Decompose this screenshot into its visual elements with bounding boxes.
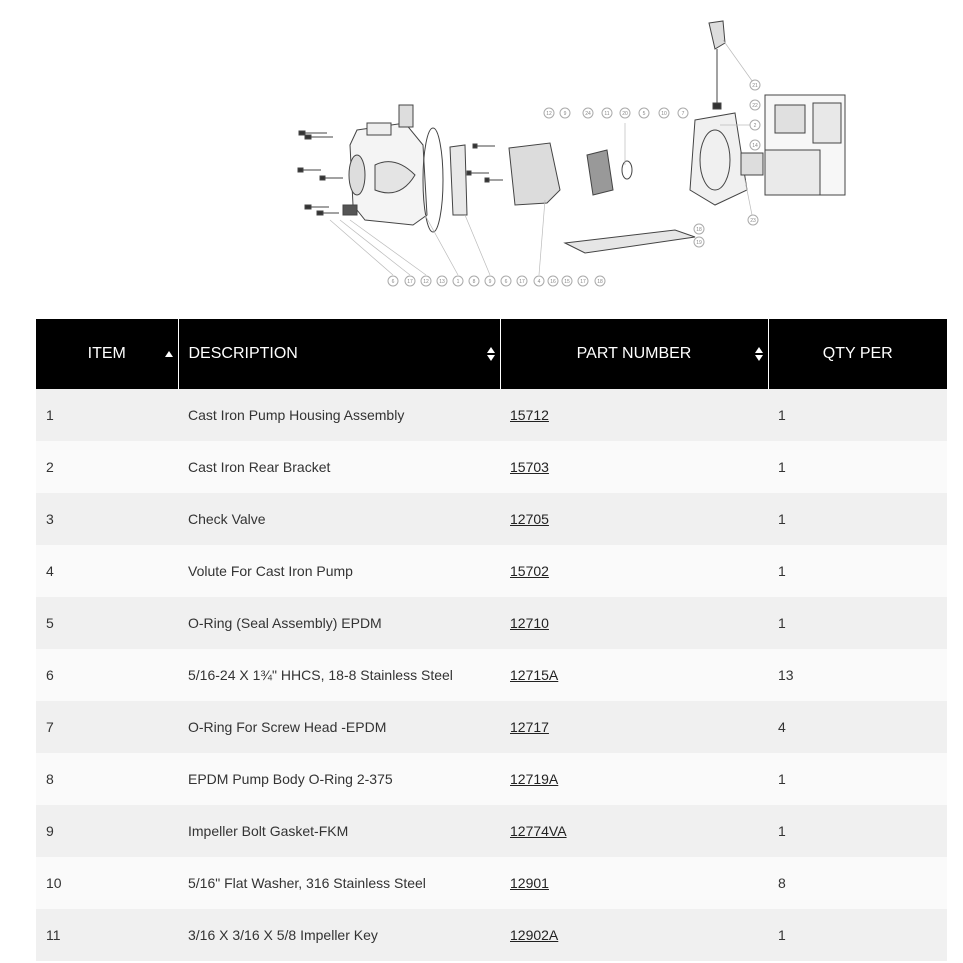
header-item-label: ITEM [87, 345, 126, 362]
cell-item: 9 [36, 805, 178, 857]
callout-label: 5 [642, 111, 646, 117]
cell-qty: 1 [768, 389, 947, 441]
impeller-shape [587, 150, 613, 195]
callout-label: 21 [752, 83, 758, 89]
cell-item: 4 [36, 545, 178, 597]
cell-description: Cast Iron Pump Housing Assembly [178, 389, 500, 441]
part-number-link[interactable]: 12710 [510, 615, 549, 631]
table-row [36, 857, 947, 909]
header-item[interactable] [36, 319, 178, 389]
callout-label: 16 [550, 279, 556, 285]
callout-label: 15 [564, 279, 570, 285]
part-number-link[interactable]: 12705 [510, 511, 549, 527]
cell-qty: 8 [768, 857, 947, 909]
table-row [36, 441, 947, 493]
header-part-number[interactable] [500, 319, 768, 389]
volute-shape [509, 143, 560, 205]
base-frame-shape [565, 230, 695, 253]
cell-part-number [500, 805, 768, 857]
cell-part-number [500, 753, 768, 805]
callout-label: 17 [580, 279, 586, 285]
cell-qty: 1 [768, 441, 947, 493]
part-number-link[interactable]: 12715A [510, 667, 559, 683]
check-valve-shape [450, 145, 467, 215]
cell-description: 5/16" Flat Washer, 316 Stainless Steel [178, 857, 500, 909]
cell-part-number [500, 649, 768, 701]
cell-item: 1 [36, 389, 178, 441]
callout-label: 23 [750, 218, 756, 224]
pump-housing-shape [343, 105, 427, 225]
header-qty-per-label: QTY PER [822, 345, 893, 362]
cell-item: 10 [36, 857, 178, 909]
cell-description: O-Ring (Seal Assembly) EPDM [178, 597, 500, 649]
part-number-link[interactable]: 12717 [510, 719, 549, 735]
callout-label: 9 [488, 279, 492, 285]
callout-label: 22 [752, 103, 758, 109]
lifting-handle-shape [709, 21, 725, 109]
table-row [36, 805, 947, 857]
part-number-link[interactable]: 12901 [510, 875, 549, 891]
cell-part-number [500, 701, 768, 753]
sort-both-icon[interactable] [487, 347, 495, 361]
table-row [36, 389, 947, 441]
callout-label: 2 [753, 123, 757, 129]
bolt-shapes [298, 131, 343, 215]
callout-label: 6 [504, 279, 508, 285]
callout-label: 19 [696, 240, 702, 246]
cell-item: 11 [36, 909, 178, 961]
callout-label: 8 [472, 279, 476, 285]
table-row [36, 701, 947, 753]
part-number-link[interactable]: 12902A [510, 927, 559, 943]
table-row [36, 909, 947, 961]
parts-table [36, 319, 947, 961]
callout-label: 11 [604, 111, 610, 117]
sort-both-icon[interactable] [755, 347, 763, 361]
header-part-number-label: PART NUMBER [576, 345, 692, 362]
cell-part-number [500, 597, 768, 649]
part-number-link[interactable]: 15702 [510, 563, 549, 579]
cell-description: 3/16 X 3/16 X 5/8 Impeller Key [178, 909, 500, 961]
callout-label: 12 [423, 279, 429, 285]
cell-item: 6 [36, 649, 178, 701]
callout-label: 10 [661, 111, 667, 117]
seal-shape [622, 161, 632, 179]
cell-description: Volute For Cast Iron Pump [178, 545, 500, 597]
part-number-link[interactable]: 15712 [510, 407, 549, 423]
cell-qty: 1 [768, 493, 947, 545]
callout-label: 4 [537, 279, 541, 285]
table-row [36, 597, 947, 649]
cell-item: 7 [36, 701, 178, 753]
callout-label: 17 [407, 279, 413, 285]
sort-ascending-icon[interactable] [165, 351, 173, 357]
cell-item: 8 [36, 753, 178, 805]
callout-top-row [544, 108, 688, 118]
cell-part-number [500, 441, 768, 493]
cell-qty: 1 [768, 545, 947, 597]
cell-description: Check Valve [178, 493, 500, 545]
callout-label: 17 [519, 279, 525, 285]
cell-part-number [500, 389, 768, 441]
cell-qty: 13 [768, 649, 947, 701]
callout-label: 18 [696, 227, 702, 233]
cell-item: 5 [36, 597, 178, 649]
table-row [36, 493, 947, 545]
cell-part-number [500, 857, 768, 909]
middle-bolt-shapes [467, 144, 503, 182]
header-description-label: DESCRIPTION [188, 345, 298, 362]
callout-label: 12 [546, 111, 552, 117]
callout-label: 7 [681, 111, 685, 117]
cell-description: 5/16-24 X 1¾" HHCS, 18-8 Stainless Steel [178, 649, 500, 701]
cell-description: O-Ring For Screw Head -EPDM [178, 701, 500, 753]
cell-description: EPDM Pump Body O-Ring 2-375 [178, 753, 500, 805]
table-header-row [36, 319, 947, 389]
cell-qty: 1 [768, 805, 947, 857]
callout-label: 18 [597, 279, 603, 285]
part-number-link[interactable]: 15703 [510, 459, 549, 475]
rear-bracket-shape [690, 113, 747, 205]
table-row [36, 649, 947, 701]
callout-label: 14 [752, 143, 758, 149]
callout-label: 13 [439, 279, 445, 285]
cell-qty: 1 [768, 597, 947, 649]
callout-bottom-row [388, 276, 605, 286]
header-qty-per [768, 319, 947, 389]
cell-item: 3 [36, 493, 178, 545]
table-row [36, 545, 947, 597]
callout-label: 9 [563, 111, 567, 117]
header-description[interactable] [178, 319, 500, 389]
cell-part-number [500, 493, 768, 545]
callout-label: 24 [585, 111, 591, 117]
cell-part-number [500, 545, 768, 597]
cell-part-number [500, 909, 768, 961]
table-row [36, 753, 947, 805]
part-number-link[interactable]: 12719A [510, 771, 559, 787]
part-number-link[interactable]: 12774VA [510, 823, 567, 839]
cell-qty: 4 [768, 701, 947, 753]
cell-qty: 1 [768, 753, 947, 805]
callout-label: 1 [456, 279, 460, 285]
cell-item: 2 [36, 441, 178, 493]
cell-description: Cast Iron Rear Bracket [178, 441, 500, 493]
callout-label: 6 [391, 279, 395, 285]
exploded-parts-diagram [295, 15, 875, 290]
callout-label: 20 [622, 111, 628, 117]
cell-qty: 1 [768, 909, 947, 961]
cell-description: Impeller Bolt Gasket-FKM [178, 805, 500, 857]
